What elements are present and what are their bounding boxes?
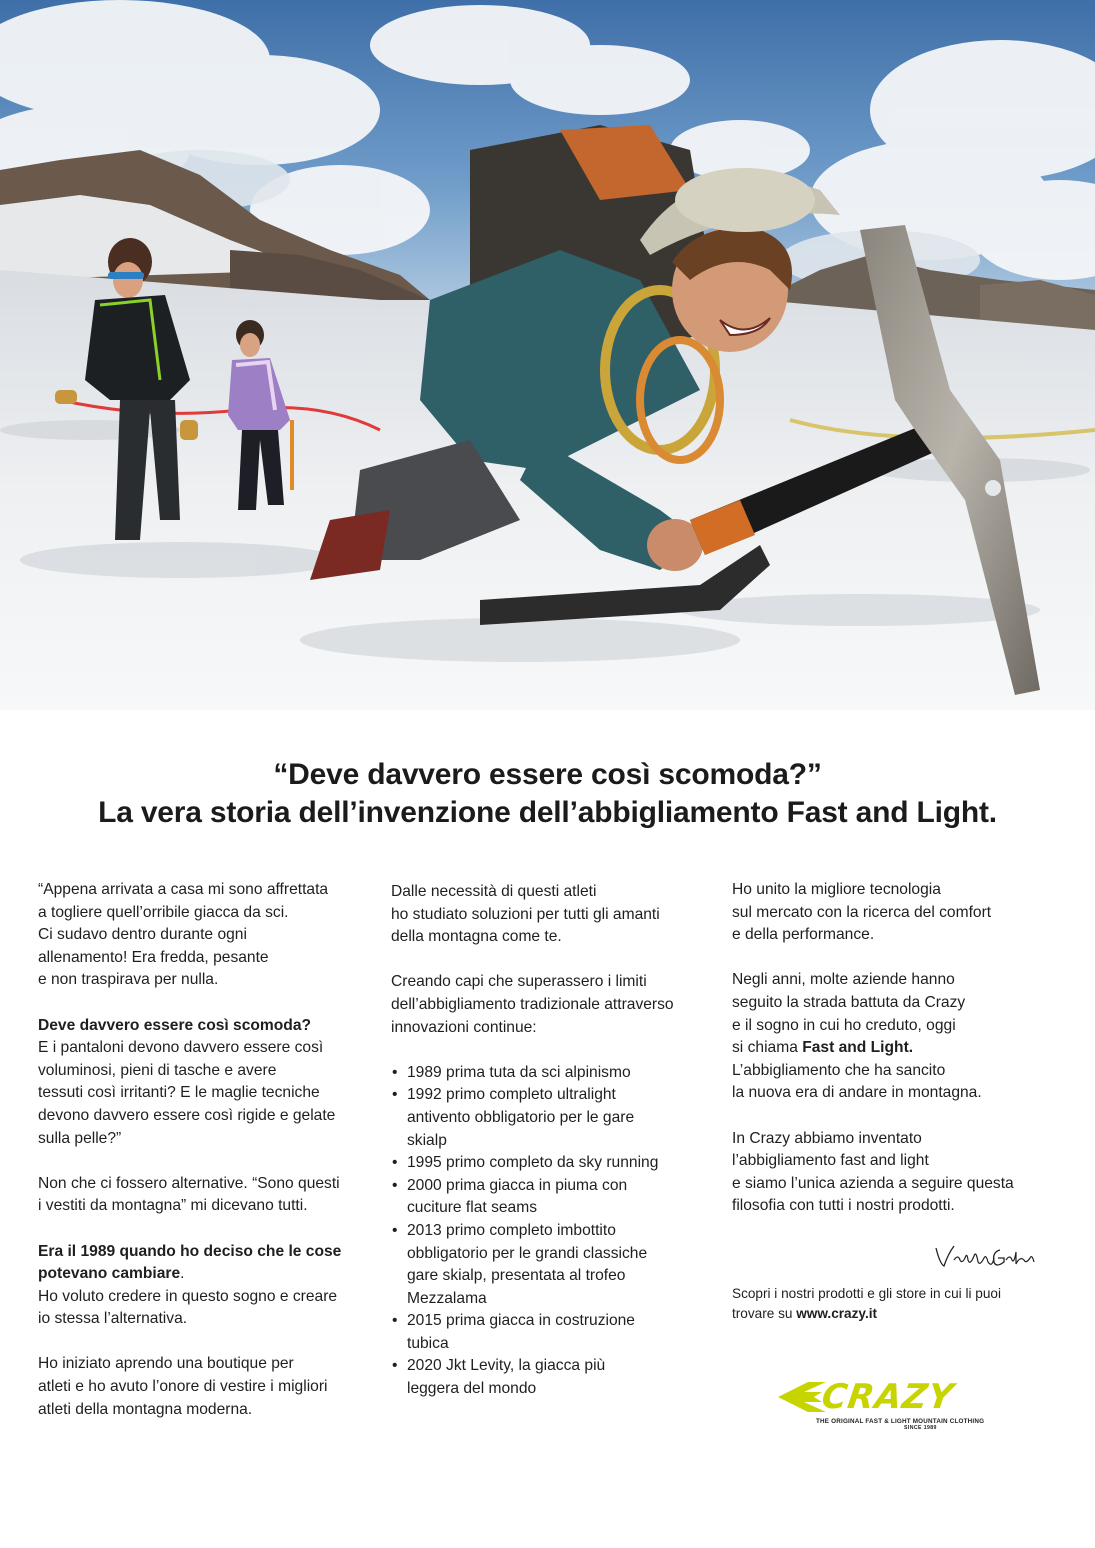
- col1-paragraph-3: Non che ci fossero alternative. “Sono questi i vestiti da montagna” mi dicevano tutti.: [38, 1174, 340, 1215]
- col3-paragraph-2-text-b: L’abbigliamento che ha sancito la nuova era di andare in montagna.: [732, 1061, 982, 1102]
- list-item: • 2000 prima giacca in piuma con cuciture flat seams: [391, 1175, 721, 1220]
- list-item: • 2015 prima giacca in costruzione tubica: [391, 1310, 721, 1355]
- column-2: [391, 881, 721, 1401]
- col3-paragraph-3: In Crazy abbiamo inventato l’abbigliamento fast and light e siamo l’unica azienda a seguire questa filosofia con tutti i nostri prodotti.: [732, 1129, 1014, 1215]
- col1-paragraph-5: Ho iniziato aprendo una boutique per atleti e ho avuto l’onore di vestire i migliori atleti della montagna moderna.: [38, 1355, 328, 1418]
- list-item: • 1995 primo completo da sky running: [391, 1152, 721, 1175]
- list-item: • 2020 Jkt Levity, la giacca più leggera del mondo: [391, 1355, 721, 1400]
- col1-year-bold: Era il 1989 quando ho deciso che le cose potevano cambiare: [38, 1242, 342, 1283]
- hero-photo: [0, 0, 1095, 710]
- col1-paragraph-4: [38, 1241, 378, 1331]
- col1-paragraph-4-text: . Ho voluto credere in questo sogno e creare io stessa l’alternativa.: [38, 1265, 338, 1328]
- col1-paragraph-2: [38, 1015, 378, 1151]
- list-item: • 2013 primo completo imbottito obbligatorio per le grandi classiche gare skialp, presentata al trofeo Mezzalama: [391, 1220, 721, 1310]
- col3-paragraph-2: [732, 969, 1067, 1105]
- crazy-logo: [778, 1378, 1040, 1436]
- list-item: • 1992 primo completo ultralight antivento obbligatorio per le gare skialp: [391, 1084, 721, 1152]
- col3-paragraph-2-text-a: Negli anni, molte aziende hanno seguito la strada battuta da Crazy e il sogno in cui ho creduto, oggi si chiama: [732, 971, 966, 1057]
- discover-text: [732, 1284, 1072, 1323]
- col3-fast-light-bold: Fast and Light.: [802, 1039, 914, 1057]
- col1-question-bold: Deve davvero essere così scomoda?: [38, 1016, 312, 1034]
- list-item: • 1989 prima tuta da sci alpinismo: [391, 1062, 721, 1085]
- headline: [0, 756, 1095, 832]
- innovation-list: [391, 1062, 721, 1401]
- headline-line-2: La vera storia dell’invenzione dell’abbigliamento Fast and Light.: [98, 796, 997, 829]
- discover-label: Scopri i nostri prodotti e gli store in cui li puoi trovare su: [732, 1286, 1001, 1321]
- column-1: [38, 879, 378, 1444]
- handwritten-signature: [932, 1238, 1038, 1274]
- col3-paragraph-1: Ho unito la migliore tecnologia sul mercato con la ricerca del comfort e della performance.: [732, 881, 992, 944]
- headline-line-1: “Deve davvero essere così scomoda?”: [273, 758, 822, 791]
- col2-paragraph-2: Creando capi che superassero i limiti dell’abbigliamento tradizionale attraverso innovazioni continue:: [391, 973, 674, 1036]
- logo-tagline: THE ORIGINAL FAST & LIGHT MOUNTAIN CLOTHING: [816, 1418, 985, 1425]
- logo-since: SINCE 1989: [904, 1425, 937, 1431]
- column-3: [732, 879, 1067, 1241]
- logo-wordmark: CRAZY: [819, 1377, 957, 1417]
- col1-paragraph-2-text: E i pantaloni devono davvero essere così voluminosi, pieni di tasche e avere tessuti così irritanti? E le maglie tecniche devono davvero essere così rigide e gelate sulla pelle?”: [38, 1039, 336, 1147]
- col2-paragraph-1: Dalle necessità di questi atleti ho studiato soluzioni per tutti gli amanti della montagna come te.: [391, 883, 660, 946]
- website-link[interactable]: www.crazy.it: [796, 1305, 878, 1321]
- col1-paragraph-1: “Appena arrivata a casa mi sono affrettata a togliere quell’orribile giacca da sci. Ci sudavo dentro durante ogni allenamento! Era fredda, pesante e non traspirava per nulla.: [38, 881, 329, 989]
- hero-photo-illustration: [0, 0, 1095, 710]
